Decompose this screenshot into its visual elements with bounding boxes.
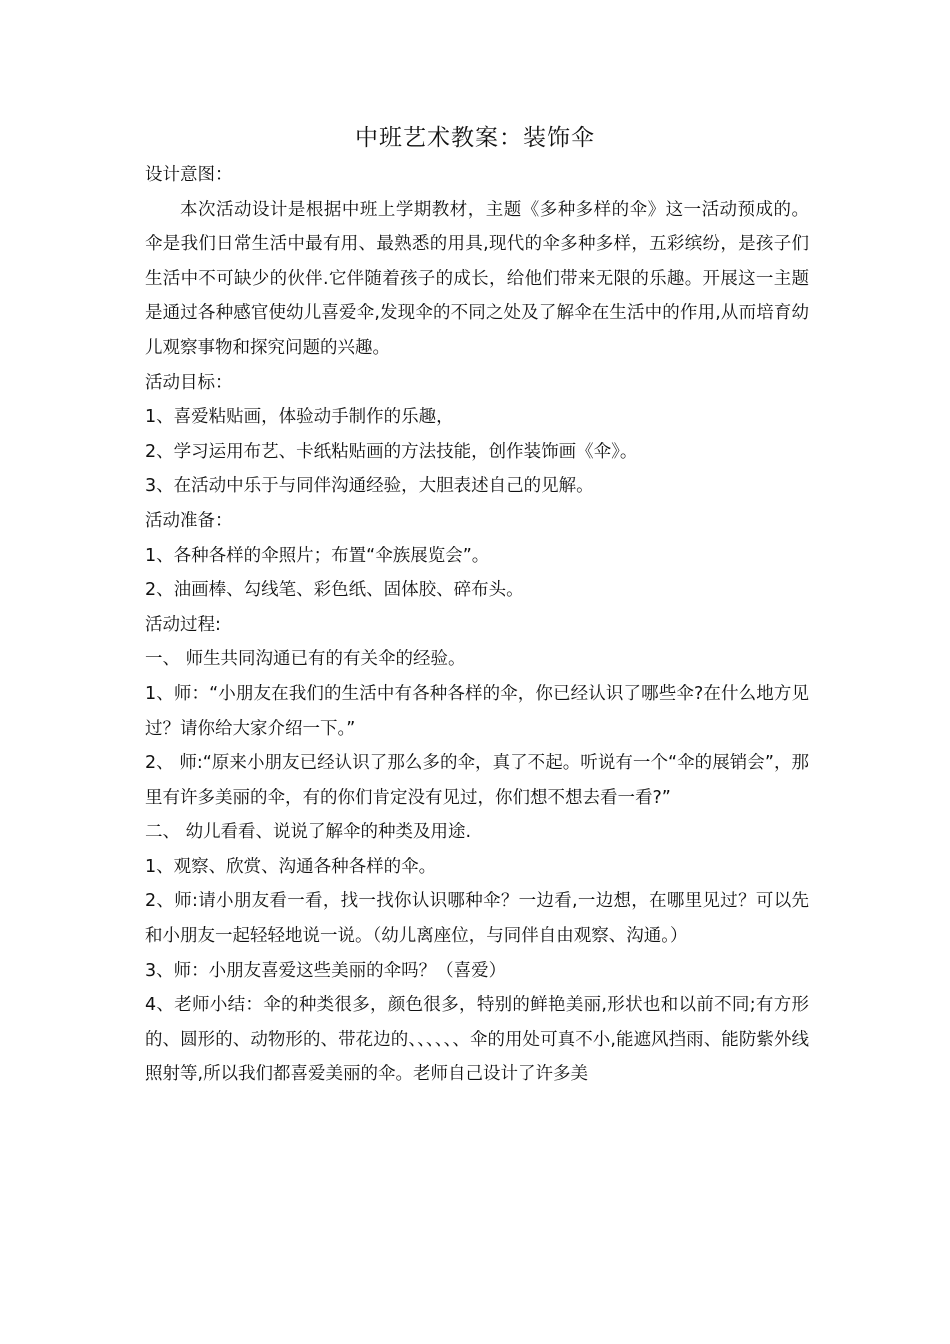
process-step-2-heading: 二、 幼儿看看、说说了解伞的种类及用途. bbox=[145, 822, 472, 843]
page-title: 中班艺术教案：装饰伞 bbox=[355, 125, 595, 151]
list-item-prep-2: 2、油画棒、勾线笔、彩色纸、固体胶、碎布头。 bbox=[145, 580, 524, 601]
list-item-goal-3: 3、在活动中乐于与同伴沟通经验，大胆表述自己的见解。 bbox=[145, 476, 594, 497]
process-step-2-item-4: 4、老师小结：伞的种类很多，颜色很多，特别的鲜艳美丽,形状也和以前不同;有方形的、圆形的、动物形的、带花边的、、、、、、伞的用处可真不小,能遮风挡雨、能防紫外线照射等,所以我们都喜爱美丽的伞。老师自己设计了许多美 bbox=[145, 995, 809, 1085]
process-step-1-item-2: 2、 师:“原来小朋友已经认识了那么多的伞，真了不起。听说有一个“伞的展销会”，那里有许多美丽的伞，有的你们肯定没有见过，你们想不想去看一看?” bbox=[145, 753, 809, 808]
list-item-goal-1: 1、喜爱粘贴画，体验动手制作的乐趣， bbox=[145, 407, 454, 428]
process-step-1-heading: 一、 师生共同沟通已有的有关伞的经验。 bbox=[145, 649, 466, 670]
process-step-1-item-1: 1、师：“小朋友在我们的生活中有各种各样的伞，你已经认识了哪些伞?在什么地方见过？请你给大家介绍一下。” bbox=[145, 683, 809, 739]
process-step-2-item-1: 1、观察、欣赏、沟通各种各样的伞。 bbox=[145, 856, 437, 877]
list-item-goal-2: 2、学习运用布艺、卡纸粘贴画的方法技能，创作装饰画《伞》。 bbox=[145, 441, 638, 462]
process-step-2-item-3: 3、师：小朋友喜爱这些美丽的伞吗？（喜爱） bbox=[145, 960, 507, 981]
document-body bbox=[145, 158, 809, 1092]
section-heading-design-intent: 设计意图： bbox=[145, 165, 233, 185]
section-heading-preparation: 活动准备： bbox=[145, 510, 233, 531]
paragraph-design-intent: 本次活动设计是根据中班上学期教材，主题《多种多样的伞》这一活动预成的。伞是我们日常生活中最有用、最熟悉的用具,现代的伞多种多样，五彩缤纷，是孩子们生活中不可缺少的伙伴.它伴随着孩子的成长，给他们带来无限的乐趣。开展这一主题是通过各种感官使幼儿喜爱伞,发现伞的不同之处及了解伞在生活中的作用,从而培育幼儿观察事物和探究问题的兴趣。 bbox=[145, 199, 809, 358]
process-step-2-item-2: 2、师:请小朋友看一看，找一找你认识哪种伞？一边看,一边想，在哪里见过？可以先和小朋友一起轻轻地说一说。（幼儿离座位，与同伴自由观察、沟通。） bbox=[145, 891, 809, 947]
section-heading-process: 活动过程: bbox=[145, 614, 221, 635]
section-heading-goals: 活动目标： bbox=[145, 372, 233, 393]
list-item-prep-1: 1、各种各样的伞照片；布置“伞族展览会”。 bbox=[145, 545, 490, 566]
